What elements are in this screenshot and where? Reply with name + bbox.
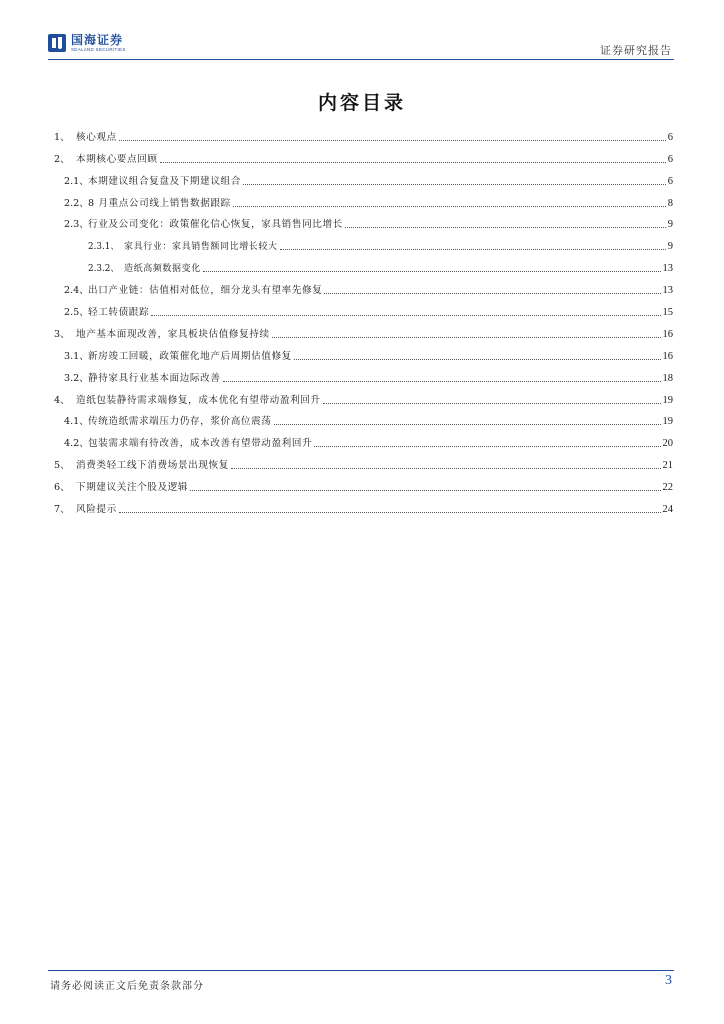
- toc-entry-title: 核心观点: [76, 131, 117, 143]
- toc-dot-leader: [233, 205, 666, 207]
- toc-entry-page: 19: [662, 416, 673, 428]
- toc-entry-title: 8 月重点公司线上销售数据跟踪: [88, 197, 231, 209]
- toc-entry-number: 2、: [54, 153, 70, 165]
- toc-entry-page: 19: [662, 394, 673, 406]
- toc-entry-page: 24: [662, 504, 673, 516]
- toc-entry-page: 9: [667, 219, 673, 231]
- toc-dot-leader: [272, 336, 661, 338]
- toc-entry[interactable]: [54, 450, 673, 472]
- toc-entry[interactable]: [54, 494, 673, 516]
- toc-entry-number: 4.1、: [64, 416, 89, 428]
- report-type-label: 证券研究报告: [600, 44, 672, 57]
- toc-dot-leader: [119, 511, 661, 513]
- toc-entry-title: 造纸包装静待需求端修复，成本优化有望带动盈利回升: [76, 394, 321, 406]
- toc-dot-leader: [280, 248, 666, 250]
- toc-entry[interactable]: [54, 319, 673, 341]
- logo-mark-icon: [48, 34, 66, 52]
- toc-dot-leader: [345, 226, 666, 228]
- footer-divider: [48, 970, 674, 971]
- logo-english-name: SEALAND SECURITIES: [71, 46, 126, 52]
- toc-entry[interactable]: [54, 210, 673, 232]
- toc-dot-leader: [294, 358, 661, 360]
- toc-entry[interactable]: [54, 122, 673, 144]
- toc-entry[interactable]: [54, 253, 673, 275]
- toc-entry-page: 6: [667, 153, 673, 165]
- toc-entry-number: 5、: [54, 460, 70, 472]
- page-header: [48, 26, 674, 62]
- toc-entry[interactable]: [54, 231, 673, 253]
- toc-entry-number: 2.1、: [64, 175, 89, 187]
- page-title: 内容目录: [317, 92, 406, 114]
- toc-entry[interactable]: [54, 385, 673, 407]
- toc-entry[interactable]: [54, 407, 673, 429]
- toc-entry-page: 20: [662, 438, 673, 450]
- toc-entry-number: 1、: [54, 131, 70, 143]
- toc-entry[interactable]: [54, 472, 673, 494]
- toc-entry-number: 6、: [54, 482, 70, 494]
- toc-entry-number: 3.1、: [64, 350, 89, 362]
- toc-entry-title: 下期建议关注个股及逻辑: [76, 482, 189, 494]
- toc-dot-leader: [203, 270, 661, 272]
- toc-entry[interactable]: [54, 341, 673, 363]
- toc-entry[interactable]: [54, 297, 673, 319]
- toc-entry-page: 16: [662, 350, 673, 362]
- toc-dot-leader: [223, 380, 661, 382]
- toc-dot-leader: [324, 292, 660, 294]
- toc-entry-number: 2.3.2、: [88, 264, 120, 275]
- toc-entry[interactable]: [54, 363, 673, 385]
- footer-disclaimer: 请务必阅读正文后免责条款部分: [50, 981, 204, 992]
- toc-entry-number: 2.2、: [64, 197, 89, 209]
- toc-entry-number: 2.3.1、: [88, 242, 120, 253]
- toc-entry[interactable]: [54, 428, 673, 450]
- toc-entry-number: 7、: [54, 504, 70, 516]
- toc-entry-number: 3、: [54, 328, 70, 340]
- toc-entry-number: 2.5、: [64, 307, 89, 319]
- toc-entry[interactable]: [54, 275, 673, 297]
- toc-entry-number: 2.3、: [64, 219, 89, 231]
- toc-entry-title: 轻工转债跟踪: [88, 307, 150, 319]
- toc-entry-title: 传统造纸需求端压力仍存，浆价高位震荡: [88, 416, 272, 428]
- toc-entry-page: 22: [662, 482, 673, 494]
- toc-dot-leader: [119, 139, 666, 141]
- page-number: 3: [665, 973, 672, 988]
- toc-entry-page: 18: [662, 372, 673, 384]
- toc-entry-title: 地产基本面现改善，家具板块估值修复持续: [76, 328, 270, 340]
- toc-entry[interactable]: [54, 188, 673, 210]
- logo-chinese-name: 国海证券: [71, 32, 124, 47]
- toc-entry-page: 6: [667, 175, 673, 187]
- toc-entry-title: 本期建议组合复盘及下期建议组合: [88, 175, 241, 187]
- toc-entry-page: 6: [667, 131, 673, 143]
- toc-dot-leader: [274, 423, 661, 425]
- toc-entry-title: 行业及公司变化：政策催化信心恢复，家具销售同比增长: [88, 219, 343, 231]
- toc-entry-page: 9: [667, 241, 673, 253]
- toc-entry-page: 21: [662, 460, 673, 472]
- toc-entry-title: 新房竣工回暖，政策催化地产后周期估值修复: [88, 350, 292, 362]
- toc-dot-leader: [323, 402, 661, 404]
- company-logo: [48, 30, 126, 56]
- toc-entry-page: 13: [662, 285, 673, 297]
- toc-entry-number: 2.4、: [64, 285, 89, 297]
- toc-entry-title: 消费类轻工线下消费场景出现恢复: [76, 460, 229, 472]
- toc-entry-page: 13: [662, 263, 673, 275]
- toc-entry-title: 本期核心要点回顾: [76, 153, 158, 165]
- toc-entry[interactable]: [54, 144, 673, 166]
- toc-entry-title: 家具行业：家具销售额同比增长较大: [124, 242, 278, 253]
- toc-entry-page: 15: [662, 307, 673, 319]
- toc-entry-title: 造纸高频数据变化: [124, 264, 201, 275]
- toc-entry-number: 3.2、: [64, 372, 89, 384]
- toc-entry-number: 4.2、: [64, 438, 89, 450]
- toc-dot-leader: [151, 314, 660, 316]
- toc-dot-leader: [160, 161, 666, 163]
- table-of-contents: [54, 122, 673, 516]
- toc-dot-leader: [231, 467, 661, 469]
- toc-entry-title: 包装需求端有待改善，成本改善有望带动盈利回升: [88, 438, 313, 450]
- toc-dot-leader: [314, 445, 660, 447]
- toc-entry[interactable]: [54, 166, 673, 188]
- toc-dot-leader: [243, 183, 666, 185]
- toc-entry-page: 16: [662, 328, 673, 340]
- toc-entry-number: 4、: [54, 394, 70, 406]
- toc-entry-title: 静待家具行业基本面边际改善: [88, 372, 221, 384]
- toc-entry-page: 8: [667, 197, 673, 209]
- toc-entry-title: 风险提示: [76, 504, 117, 516]
- toc-entry-title: 出口产业链：估值相对低位，细分龙头有望率先修复: [88, 285, 323, 297]
- header-divider: [48, 59, 674, 60]
- toc-dot-leader: [190, 489, 660, 491]
